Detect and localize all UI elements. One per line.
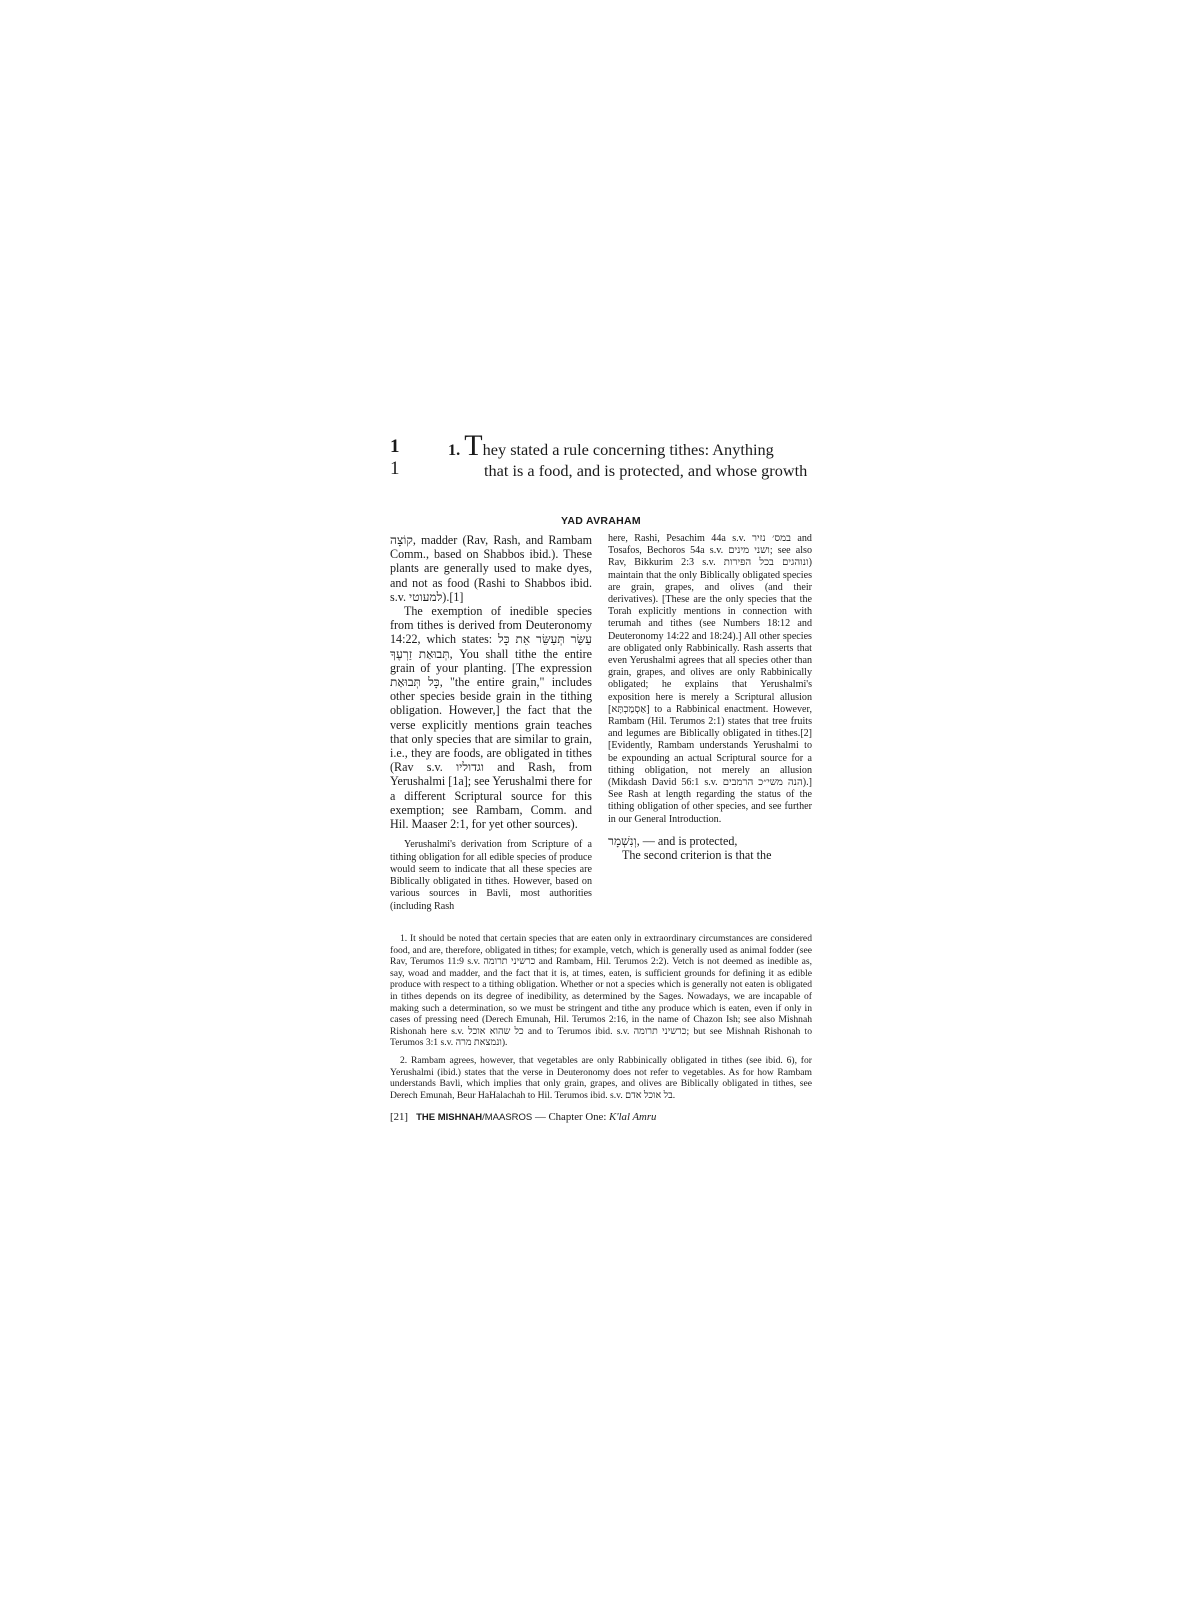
mishnah-text	[448, 429, 812, 481]
left-column	[390, 533, 592, 913]
left-paragraph-1: קוֹצָה, madder (Rav, Rash, and Rambam Comm., based on Shabbos ibid.). These plants are generally used to make dyes, and not as food (Rashi to Shabbos ibid. s.v. למעוטי).[1]	[390, 533, 592, 604]
mishnah-number-label: 1.	[448, 440, 461, 459]
page-number: [21]	[390, 1111, 408, 1124]
mishnah-line-1: hey stated a rule concerning tithes: Anything	[482, 440, 774, 459]
mishnah-number: 1	[390, 458, 400, 479]
book-title: THE MISHNAH	[416, 1112, 483, 1124]
footnotes	[390, 933, 812, 1101]
chapter-mishnah-indicator	[390, 436, 410, 480]
left-paragraph-3: Yerushalmi's derivation from Scripture of a tithing obligation for all edible species of produce would seem to indicate that all these species are Biblically obligated in tithes. However, based on various sources in Bavli, most authorities (including Rash	[390, 839, 592, 912]
footnote-1: 1. It should be noted that certain species that are eaten only in extraordinary circumstances are considered food, and are, therefore, obligated in tithes; for example, vetch, which is generally used as animal fodder (see Rav, Terumos 11:9 s.v. כרשיני תרומה and Rambam, Hil. Terumos 2:2). Vetch is not deemed as inedible as, say, woad and madder, and the fact that it is, at times, eaten, is sufficient grounds for defining it as edible produce with respect to a tithing obligation. Whether or not a species which is generally not eaten is obligated in tithes depends on its degree of inedibility, as determined by the Sages. Nowadays, we are incapable of making such a determination, so we must be stringent and tithe any produce which is eaten, even if only in cases of pressing need (Derech Emunah, Hil. Terumos 2:16, in the name of Chazon Ish; see also Mishnah Rishonah here s.v. כל שהוא אוכל and to Terumos ibid. s.v. כרשיני תרומה; but see Mishnah Rishonah to Terumos 3:1 s.v. ונמצאת מרה).	[390, 933, 813, 1049]
page-footer	[390, 1111, 812, 1123]
lemma-continuation: The second criterion is that the	[622, 847, 772, 862]
page	[390, 429, 813, 1124]
right-column	[608, 533, 812, 913]
chapter-label: — Chapter One:	[534, 1111, 607, 1124]
commentary-columns	[390, 533, 812, 913]
running-head: YAD AVRAHAM	[561, 515, 641, 527]
footnote-2: 2. Rambam agrees, however, that vegetables are only Rabbinically obligated in tithes (see ibid. 6), for Yerushalmi (ibid.) states that the verse in Deuteronomy does not refer to vegetables. As for how Rambam understands Bavli, which implies that only grain, grapes, and olives are Biblically obligated in tithes, see Derech Emunah, Beur HaHalachah to Hil. Terumos ibid. s.v. בל אוכל אדם.	[390, 1054, 812, 1101]
drop-cap: T	[464, 429, 483, 462]
book-subtitle: /MAASROS	[482, 1112, 533, 1124]
chapter-number: 1	[390, 436, 400, 457]
mishnah-line-2: that is a food, and is protected, and whose growth	[484, 461, 808, 480]
left-paragraph-2: The exemption of inedible species from tithes is derived from Deuteronomy 14:22, which states: עַשֵּׂר תְּעַשֵּׂר אֵת כָּל תְּבוּאַת זַרְעֶךָ, You shall tithe the entire grain of your planting. [The expression כָּל תְּבוּאַת, "the entire grain," includes other species beside grain in the tithing obligation. However,] the fact that the verse explicitly mentions grain teaches that only species that are similar to grain, i.e., they are foods, are obligated in tithes (Rav s.v. וגדוליו and Rash, from Yerushalmi [1a]; see Yerushalmi there for a different Scriptural source for this exemption; see Rambam, Comm. and Hil. Maaser 2:1, for yet other sources).	[390, 604, 592, 832]
right-paragraph-1: here, Rashi, Pesachim 44a s.v. במס׳ נזיר and Tosafos, Bechoros 54a s.v. ושני מינים; see also Rav, Bikkurim 2:3 s.v. ונוהגים בכל הפירות) maintain that the only Biblically obligated species are grain, grapes, and olives (and their derivatives). [These are the only species that the Torah explicitly mentions in connection with terumah and tithes (see Numbers 18:12 and Deuteronomy 14:22 and 18:24).] All other species are obligated only Rabbinically. Rash asserts that even Yerushalmi agrees that all species other than grain, grapes, and olives are only Rabbinically obligated; he explains that Yerushalmi's exposition here is merely a Scriptural allusion [אַסְמַכְתָּא] to a Rabbinical enactment. However, Rambam (Hil. Terumos 2:1) states that tree fruits and legumes are Biblically obligated in tithes.[2] [Evidently, Rambam understands Yerushalmi to be expounding an actual Scriptural source for a tithing obligation, not merely an allusion (Mikdash David 56:1 s.v. הנה משי״כ הרמבים).] See Rash at length regarding the status of the tithing obligation of other species, and see further in our General Introduction.	[608, 533, 813, 825]
lemma-heading: וְנִשְׁמָר, — and is protected,	[608, 833, 738, 848]
chapter-name: K'lal Amru	[609, 1111, 657, 1124]
